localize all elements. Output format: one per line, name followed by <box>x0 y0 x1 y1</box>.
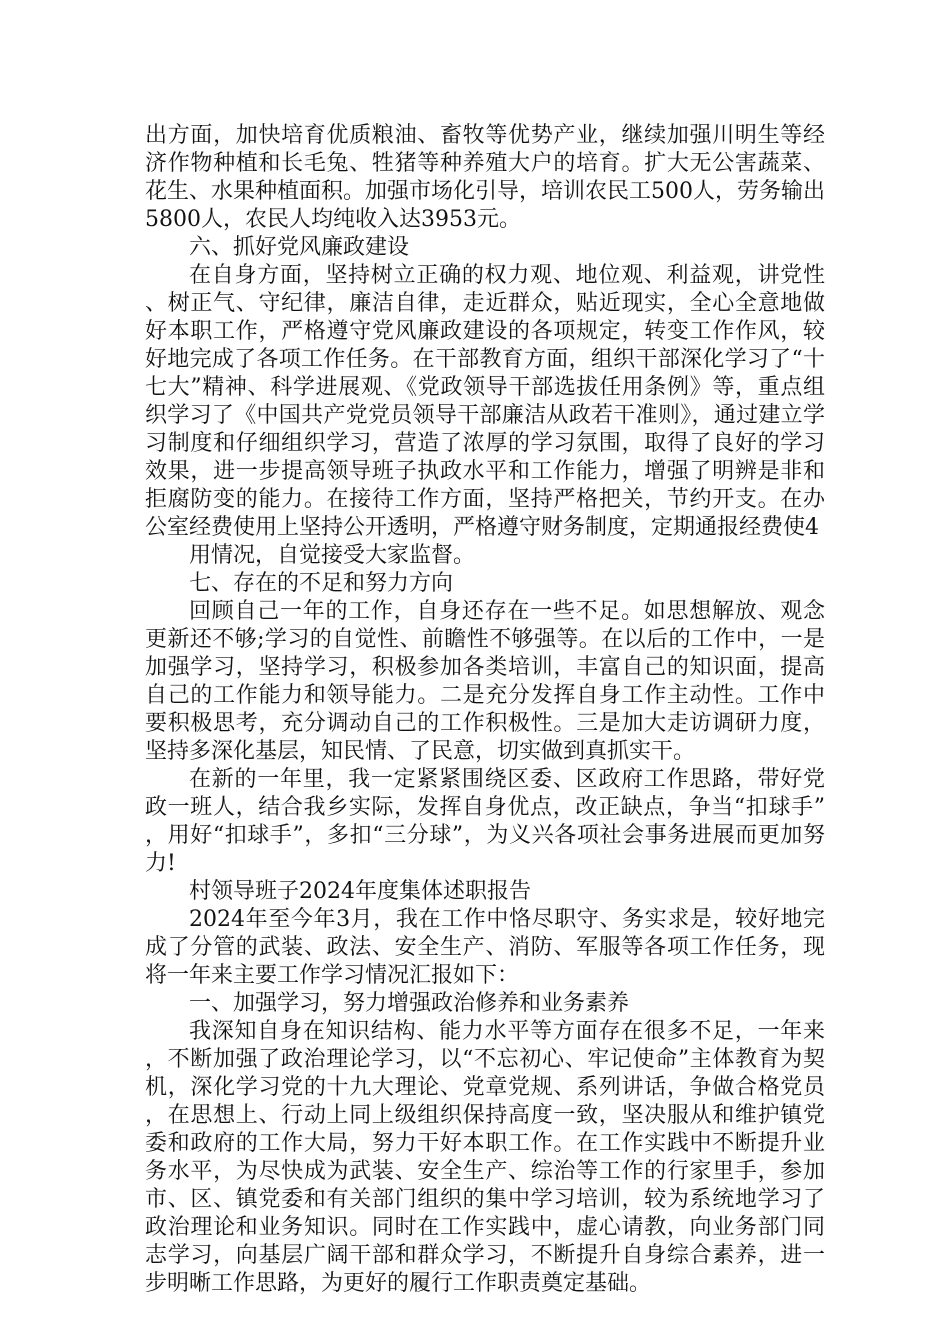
body-paragraph-6: 2024年至今年3月，我在工作中恪尽职守、务实求是，较好地完成了分管的武装、政法、安全生产、消防、军服等各项工作任务，现将一年来主要工作学习情况汇报如下： <box>145 907 825 988</box>
section-heading-1: 一、加强学习，努力增强政治修养和业务素养 <box>189 991 630 1016</box>
report-title: 村领导班子2024年度集体述职报告 <box>189 879 531 904</box>
body-paragraph-3: 用情况，自觉接受大家监督。 <box>189 543 476 568</box>
section-heading-6: 六、抓好党风廉政建设 <box>189 235 410 260</box>
body-paragraph-4: 回顾自己一年的工作，自身还存在一些不足。如思想解放、观念更新还不够;学习的自觉性、前瞻性不够强等。在以后的工作中，一是加强学习，坚持学习，积极参加各类培训，丰富自己的知识面，提高自己的工作能力和领导能力。二是充分发挥自身工作主动性。工作中要积极思考，充分调动自己的工作积极性。三是加大走访调研力度，坚持多深化基层，知民情、了民意，切实做到真抓实干。 <box>145 599 825 764</box>
body-paragraph-7: 我深知自身在知识结构、能力水平等方面存在很多不足，一年来，不断加强了政治理论学习，以“不忘初心、牢记使命”主体教育为契机，深化学习党的十九大理论、党章党规、系列讲话，争做合格党员，在思想上、行动上同上级组织保持高度一致，坚决服从和维护镇党委和政府的工作大局，努力干好本职工作。在工作实践中不断提升业务水平，为尽快成为武装、安全生产、综治等工作的行家里手，参加市、区、镇党委和有关部门组织的集中学习培训，较为系统地学习了政治理论和业务知识。同时在工作实践中，虚心请教，向业务部门同志学习，向基层广阔干部和群众学习，不断提升自身综合素养，进一步明晰工作思路，为更好的履行工作职责奠定基础。 <box>145 1019 825 1296</box>
body-paragraph-5: 在新的一年里，我一定紧紧围绕区委、区政府工作思路，带好党政一班人，结合我乡实际，发挥自身优点，改正缺点，争当“扣球手”，用好“扣球手”，多扣“三分球”，为义兴各项社会事务进展而更加努力! <box>145 767 825 876</box>
section-heading-7: 七、存在的不足和努力方向 <box>189 571 454 596</box>
document-page <box>145 122 825 1298</box>
body-paragraph-1: 出方面，加快培育优质粮油、畜牧等优势产业，继续加强川明生等经济作物种植和长毛兔、牲猪等种养殖大户的培育。扩大无公害蔬菜、花生、水果种植面积。加强市场化引导，培训农民工500人，劳务输出5800人，农民人均纯收入达3953元。 <box>145 123 825 232</box>
body-paragraph-2: 在自身方面，坚持树立正确的权力观、地位观、利益观，讲党性、树正气、守纪律，廉洁自律，走近群众，贴近现实，全心全意地做好本职工作，严格遵守党风廉政建设的各项规定，转变工作作风，较好地完成了各项工作任务。在干部教育方面，组织干部深化学习了“十七大”精神、科学进展观、《党政领导干部选拔任用条例》等，重点组织学习了《中国共产党党员领导干部廉洁从政若干准则》，通过建立学习制度和仔细组织学习，营造了浓厚的学习氛围，取得了良好的学习效果，进一步提高领导班子执政水平和工作能力，增强了明辨是非和拒腐防变的能力。在接待工作方面，坚持严格把关，节约开支。在办公室经费使用上坚持公开透明，严格遵守财务制度，定期通报经费使4 <box>145 263 825 540</box>
